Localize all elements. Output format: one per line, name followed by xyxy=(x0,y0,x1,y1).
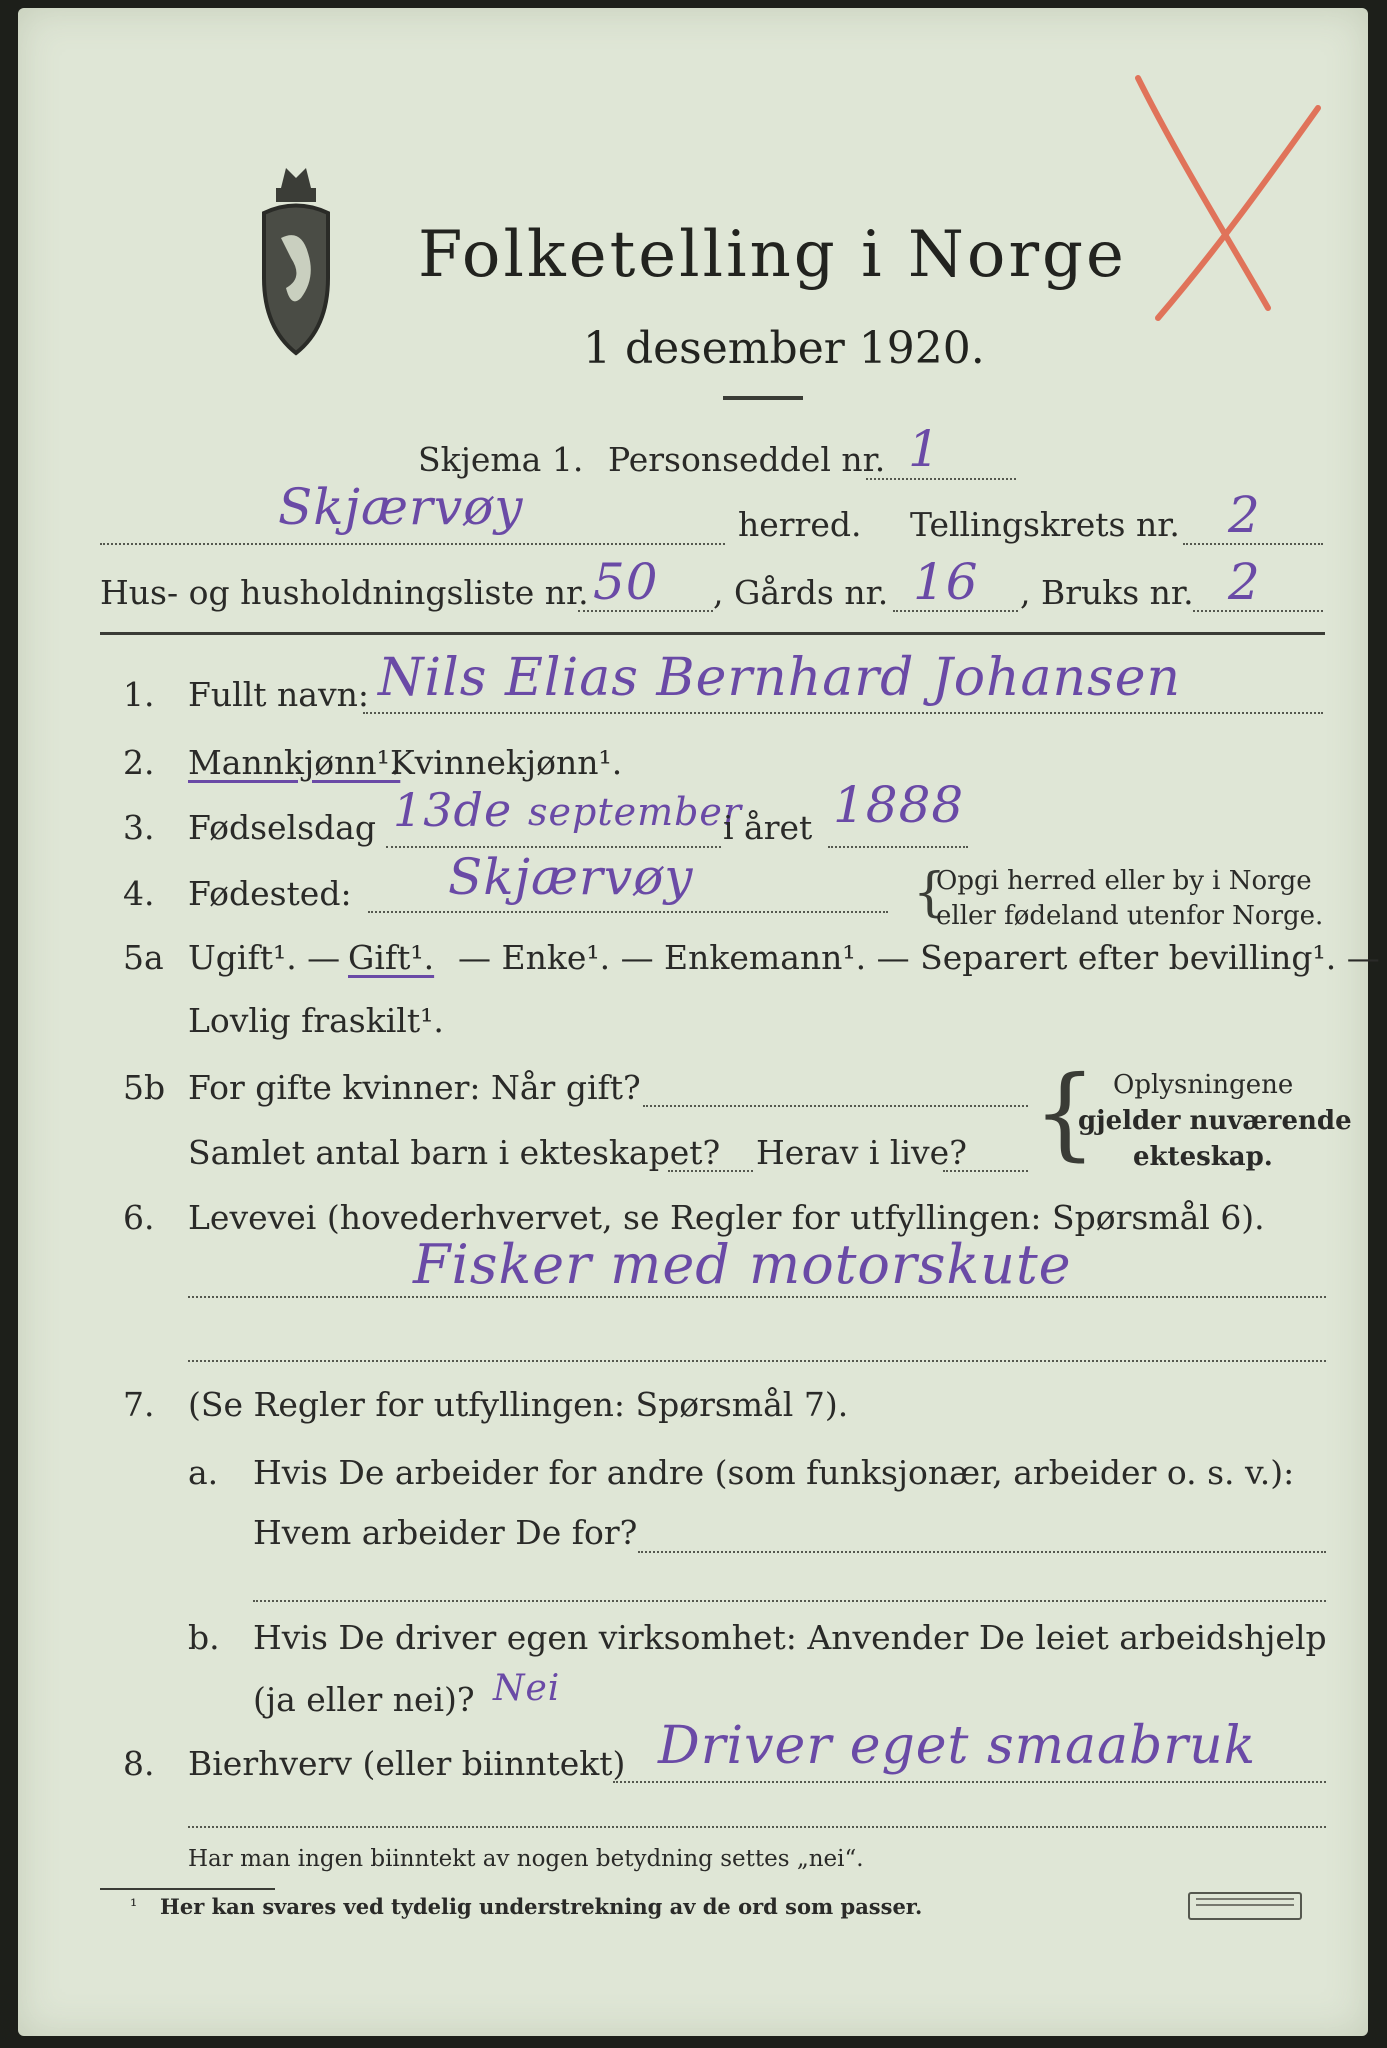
q4-label: Fødested: xyxy=(188,874,352,913)
q4-note-line2: eller fødeland utenfor Norge. xyxy=(936,901,1324,931)
side-income-value[interactable]: Driver eget smaabruk xyxy=(658,1716,1257,1776)
header-divider xyxy=(100,632,1325,635)
tellingskrets-value[interactable]: 2 xyxy=(1228,486,1261,544)
mannkjonn-option[interactable]: Mannkjønn¹. xyxy=(188,743,401,782)
footnote-text: Her kan svares ved tydelig understrekning av de ord som passer. xyxy=(160,1894,923,1919)
year-label: i året xyxy=(723,808,813,847)
nei-note: Har man ingen biinntekt av nogen betydning settes „nei“. xyxy=(188,1846,864,1872)
q7b-letter: b. xyxy=(188,1618,220,1657)
q1-label: Fullt navn: xyxy=(188,675,369,714)
birth-month-value[interactable]: september xyxy=(528,790,743,834)
q1-number: 1. xyxy=(123,675,155,714)
hired-help-value[interactable]: Nei xyxy=(493,1668,561,1709)
q5b-children-label: Samlet antal barn i ekteskapet? xyxy=(188,1133,721,1172)
q4-number: 4. xyxy=(123,874,155,913)
gards-label: , Gårds nr. xyxy=(713,573,889,612)
q7b-line2: (ja eller nei)? xyxy=(253,1680,475,1719)
ugift-option[interactable]: Ugift¹. — xyxy=(188,938,341,977)
tellingskrets-label: Tellingskrets nr. xyxy=(910,505,1180,544)
q5a-number: 5a xyxy=(123,938,164,977)
birth-year-value[interactable]: 1888 xyxy=(833,776,965,834)
census-date: 1 desember 1920. xyxy=(583,323,985,374)
full-name-value[interactable]: Nils Elias Bernhard Johansen xyxy=(378,648,1181,708)
q2-number: 2. xyxy=(123,743,155,782)
red-cross-mark-icon xyxy=(1108,68,1348,328)
q4-note-line1: Opgi herred eller by i Norge xyxy=(936,866,1312,896)
q7a-line2: Hvem arbeider De for? xyxy=(253,1513,638,1552)
skjema-label: Skjema 1. xyxy=(418,440,584,479)
lovlig-fraskilt-option[interactable]: Lovlig fraskilt¹. xyxy=(188,1001,444,1040)
q3-label: Fødselsdag xyxy=(188,808,376,847)
q4-note-brace: { xyxy=(913,863,947,923)
q5b-alive-label: Herav i live? xyxy=(756,1133,967,1172)
gards-value[interactable]: 16 xyxy=(913,553,979,611)
q8-number: 8. xyxy=(123,1744,155,1783)
hus-value[interactable]: 50 xyxy=(593,553,659,611)
marital-status-options[interactable]: — Enke¹. — Enkemann¹. — Separert efter bevilling¹. — xyxy=(458,938,1380,977)
footnote-divider xyxy=(100,1888,275,1890)
occupation-value[interactable]: Fisker med motorskute xyxy=(413,1233,1072,1296)
herred-label: herred. xyxy=(738,505,862,544)
bruks-label: , Bruks nr. xyxy=(1020,573,1194,612)
q5b-line1: For gifte kvinner: Når gift? xyxy=(188,1068,641,1107)
q6-number: 6. xyxy=(123,1198,155,1237)
bruks-value[interactable]: 2 xyxy=(1228,553,1261,611)
q7-number: 7. xyxy=(123,1385,155,1424)
personseddel-value[interactable]: 1 xyxy=(908,420,941,478)
q5b-note-line1: Oplysningene xyxy=(1113,1070,1294,1100)
q8-label: Bierhverv (eller biinntekt) xyxy=(188,1744,626,1783)
q5b-brace: { xyxy=(1033,1054,1097,1171)
q5b-note-line2: gjelder nuværende xyxy=(1078,1106,1352,1136)
footnote-mark: ¹ xyxy=(130,1896,138,1917)
form-title: Folketelling i Norge xyxy=(418,218,1127,292)
hus-label: Hus- og husholdningsliste nr. xyxy=(100,573,589,612)
q7a-line1: Hvis De arbeider for andre (som funksjonær, arbeider o. s. v.): xyxy=(253,1453,1295,1492)
title-divider xyxy=(723,396,803,400)
kvinnekjonn-option[interactable]: Kvinnekjønn¹. xyxy=(390,743,623,782)
q5b-number: 5b xyxy=(123,1068,166,1107)
q3-number: 3. xyxy=(123,808,155,847)
q5b-note-line3: ekteskap. xyxy=(1133,1142,1273,1172)
birthplace-value[interactable]: Skjærvøy xyxy=(448,848,694,906)
gift-option[interactable]: Gift¹. xyxy=(348,938,435,977)
q6-label: Levevei (hovederhvervet, se Regler for utfyllingen: Spørsmål 6). xyxy=(188,1198,1265,1237)
q7a-letter: a. xyxy=(188,1453,219,1492)
birth-day-value[interactable]: 13de xyxy=(393,783,513,837)
q7-label: (Se Regler for utfyllingen: Spørsmål 7). xyxy=(188,1385,849,1424)
q7b-line1: Hvis De driver egen virksomhet: Anvender De leiet arbeidshjelp xyxy=(253,1618,1327,1657)
coat-of-arms-icon xyxy=(246,158,346,358)
herred-value[interactable]: Skjærvøy xyxy=(278,478,524,536)
personseddel-label: Personseddel nr. xyxy=(608,440,886,479)
printer-stamp-icon xyxy=(1188,1892,1302,1920)
census-form-sheet xyxy=(18,8,1380,2036)
